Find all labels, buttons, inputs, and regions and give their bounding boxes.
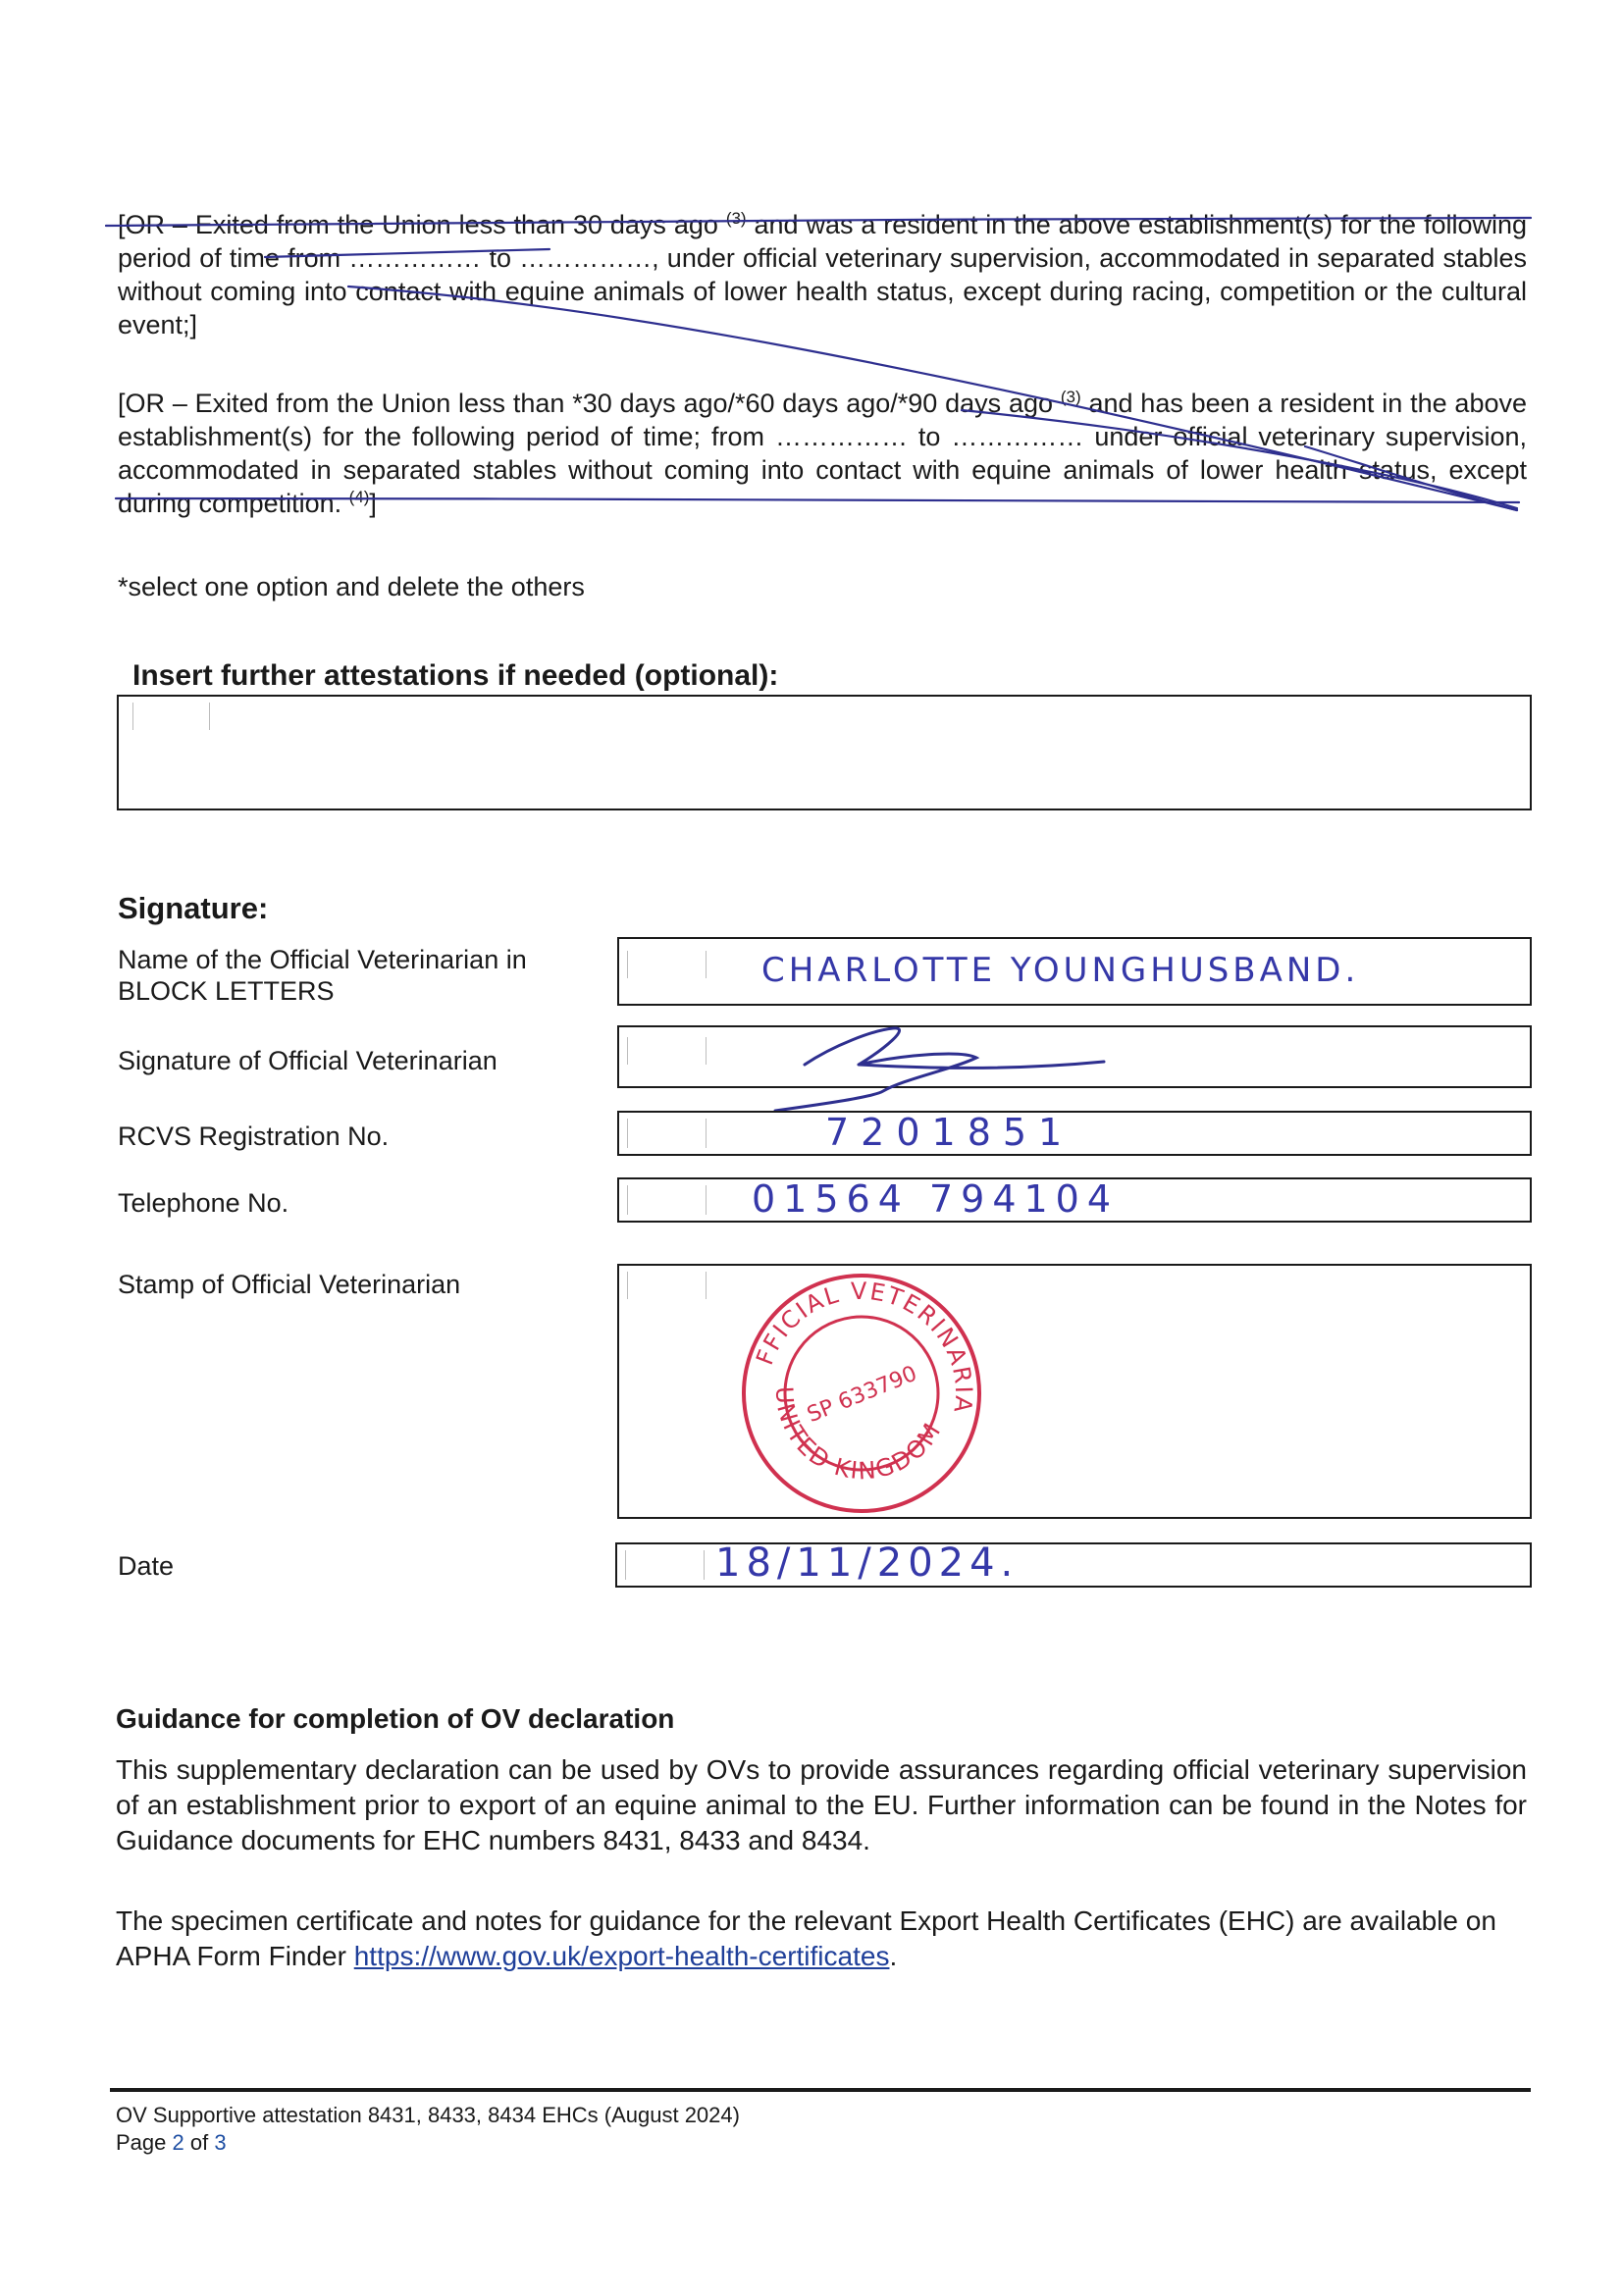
telephone-label: Telephone No. — [118, 1188, 289, 1218]
field-marker — [627, 1272, 628, 1299]
field-marker — [706, 1119, 707, 1148]
field-marker — [627, 1185, 628, 1215]
option2-text-a: [OR – Exited from the Union less than *30 days ago/*60 days ago/*90 days ago — [118, 389, 1061, 418]
footer-title: OV Supportive attestation 8431, 8433, 8434 EHCs (August 2024) — [116, 2103, 740, 2127]
date-field[interactable] — [615, 1542, 1532, 1588]
strike-line-4 — [962, 410, 1517, 508]
strike-line-3 — [348, 287, 1517, 510]
telephone-value: 01564 794104 — [752, 1177, 1120, 1221]
rcvs-label: RCVS Registration No. — [118, 1122, 390, 1151]
field-marker — [706, 951, 707, 978]
option2-footnote-4: (4) — [348, 488, 370, 506]
option1-text-b: and was a resident in the above establishment(s) for the following period of time from …………… to ……………, under official veterinary supervision, accommodated in separated stables without coming into contact with equine animals of lower health status, except during racing, competition or the cultural event;] — [118, 210, 1527, 339]
further-attestations-field[interactable] — [117, 695, 1532, 810]
page-current: 2 — [172, 2130, 184, 2155]
field-marker — [706, 1185, 707, 1215]
field-marker — [627, 1119, 628, 1148]
field-marker — [627, 951, 628, 978]
signature-label: Signature of Official Veterinarian — [118, 1046, 497, 1075]
page-total: 3 — [214, 2130, 227, 2155]
further-attestations-heading: Insert further attestations if needed (optional): — [132, 659, 779, 692]
signature-heading: Signature: — [118, 891, 269, 925]
guidance-paragraph-2 — [116, 1904, 1527, 1974]
name-field[interactable] — [617, 937, 1532, 1006]
option1-text-a: [OR – Exited from the Union less than 30 days ago — [118, 210, 726, 239]
guidance-heading: Guidance for completion of OV declaration — [116, 1703, 675, 1734]
guidance-paragraph-2-end: . — [889, 1941, 898, 1971]
handwritten-signature — [765, 1011, 1119, 1119]
stamp-center-text: SP 633790 — [804, 1361, 921, 1429]
page-of: of — [183, 2130, 215, 2155]
field-marker — [132, 703, 133, 730]
date-value: 18/11/2024. — [715, 1540, 1020, 1586]
page-word: Page — [116, 2130, 173, 2155]
telephone-field[interactable] — [617, 1177, 1532, 1223]
footer-divider — [110, 2088, 1531, 2092]
field-marker — [627, 1037, 628, 1065]
field-marker — [706, 1272, 707, 1299]
field-marker — [704, 1550, 705, 1580]
rcvs-field[interactable] — [617, 1111, 1532, 1156]
strike-line-1 — [106, 218, 1531, 226]
field-marker — [706, 1037, 707, 1065]
guidance-paragraph-2-text: The specimen certificate and notes for guidance for the relevant Export Health Certificates (EHC) are available on APHA Form Finder — [116, 1905, 1496, 1971]
strike-line-2 — [265, 249, 550, 257]
stamp-label: Stamp of Official Veterinarian — [118, 1270, 461, 1299]
select-option-note: *select one option and delete the others — [118, 572, 585, 601]
page-number — [116, 2129, 227, 2157]
name-value: CHARLOTTE YOUNGHUSBAND. — [761, 951, 1360, 990]
export-health-certificates-link[interactable]: https://www.gov.uk/export-health-certificates — [353, 1941, 890, 1971]
stamp-bottom-text: UNITED KINGDOM — [769, 1385, 948, 1486]
guidance-paragraph-1: This supplementary declaration can be used by OVs to provide assurances regarding official veterinary supervision of an establishment prior to export of an equine animal to the EU. Further information can be found in the Notes for Guidance documents for EHC numbers 8431, 8433 and 8434. — [116, 1754, 1527, 1855]
option2-text-c: ] — [369, 489, 377, 518]
option2-text-b: and has been a resident in the above establishment(s) for the following period of time; from …………… to …………… under official veterinary supervision, accommodated in separated stables without coming into contact with equine animals of lower health status, except during competition. — [118, 389, 1527, 518]
date-label: Date — [118, 1551, 175, 1581]
strike-line-5 — [116, 498, 1519, 502]
stamp-top-text: OFFICIAL VETERINARIAN — [751, 1277, 978, 1416]
strikethrough-marks — [0, 0, 1623, 549]
option2-footnote-3: (3) — [1060, 388, 1081, 406]
official-veterinarian-stamp — [726, 1258, 1001, 1523]
rcvs-value: 7201851 — [825, 1111, 1074, 1154]
name-label: Name of the Official Veterinarian in BLOCK LETTERS — [118, 945, 527, 1006]
field-marker — [625, 1550, 626, 1580]
option1-footnote: (3) — [725, 209, 747, 228]
field-marker — [209, 703, 210, 730]
strike-line-6 — [1305, 446, 1517, 510]
